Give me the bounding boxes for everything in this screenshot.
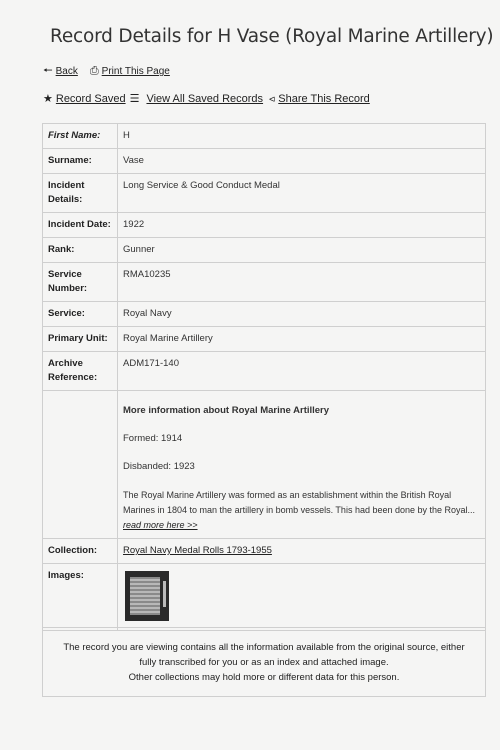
table-row [43, 174, 486, 213]
table-row [43, 352, 486, 391]
service-number-label: Service Number: [43, 263, 118, 302]
incident-date-label: Incident Date: [43, 213, 118, 238]
table-row [43, 213, 486, 238]
printer-icon: ⎙ [89, 65, 99, 77]
unit-formed: Formed: 1914 [123, 433, 183, 444]
table-row [43, 391, 486, 539]
share-icon: ⪦ [269, 92, 276, 105]
surname-value: Vase [118, 149, 486, 174]
unit-info-heading: More information about Royal Marine Artillery [123, 405, 330, 416]
record-footer-note [42, 627, 486, 697]
table-row [43, 564, 486, 631]
incident-details-value: Long Service & Good Conduct Medal [118, 174, 486, 213]
table-row [43, 302, 486, 327]
archive-reference-value: ADM171-140 [118, 352, 486, 391]
record-table [42, 123, 486, 631]
share-record-link[interactable]: Share This Record [278, 93, 370, 105]
surname-label: Surname: [43, 149, 118, 174]
record-actions [43, 93, 370, 105]
archive-reference-label: Archive Reference: [43, 352, 118, 391]
read-more-link[interactable]: read more here >> [123, 520, 198, 530]
record-image-thumbnail[interactable] [125, 571, 169, 621]
table-row [43, 149, 486, 174]
first-name-label: First Name: [43, 124, 118, 149]
view-saved-records-link[interactable]: View All Saved Records [146, 93, 264, 105]
star-icon: ★ [43, 92, 53, 105]
table-row [43, 539, 486, 564]
first-name-value: H [118, 124, 486, 149]
table-row [43, 124, 486, 149]
table-row [43, 238, 486, 263]
print-link[interactable]: Print This Page [101, 66, 170, 77]
list-icon: ☰ [129, 92, 140, 105]
service-value: Royal Navy [118, 302, 486, 327]
service-number-value: RMA10235 [118, 263, 486, 302]
service-label: Service: [43, 302, 118, 327]
primary-unit-label: Primary Unit: [43, 327, 118, 352]
back-link[interactable]: Back [55, 66, 78, 77]
top-actions [43, 66, 170, 77]
unit-disbanded: Disbanded: 1923 [123, 461, 195, 472]
unit-description: The Royal Marine Artillery was formed as an establishment within the British Royal Marines in 1804 to man the artillery in bomb vessels. This had been done by the Royal... read more here >> [123, 490, 476, 530]
rank-value: Gunner [118, 238, 486, 263]
rank-label: Rank: [43, 238, 118, 263]
footer-line-3: Other collections may hold more or different data for this person. [128, 672, 400, 683]
arrow-left-icon: 🠔 [43, 65, 53, 77]
collection-link[interactable]: Royal Navy Medal Rolls 1793-1955 [123, 545, 272, 556]
collection-label: Collection: [43, 539, 118, 564]
unit-info-cell [118, 391, 486, 539]
incident-details-label: Incident Details: [43, 174, 118, 213]
record-saved-link[interactable]: Record Saved [55, 93, 126, 105]
primary-unit-value: Royal Marine Artillery [118, 327, 486, 352]
footer-line-1: The record you are viewing contains all the information available from the original source, either [63, 642, 465, 653]
table-row [43, 263, 486, 302]
table-row [43, 327, 486, 352]
page-title: Record Details for H Vase (Royal Marine Artillery) [50, 26, 494, 47]
images-label: Images: [43, 564, 118, 631]
footer-line-2: fully transcribed for you or as an index and attached image. [139, 657, 389, 668]
incident-date-value: 1922 [118, 213, 486, 238]
